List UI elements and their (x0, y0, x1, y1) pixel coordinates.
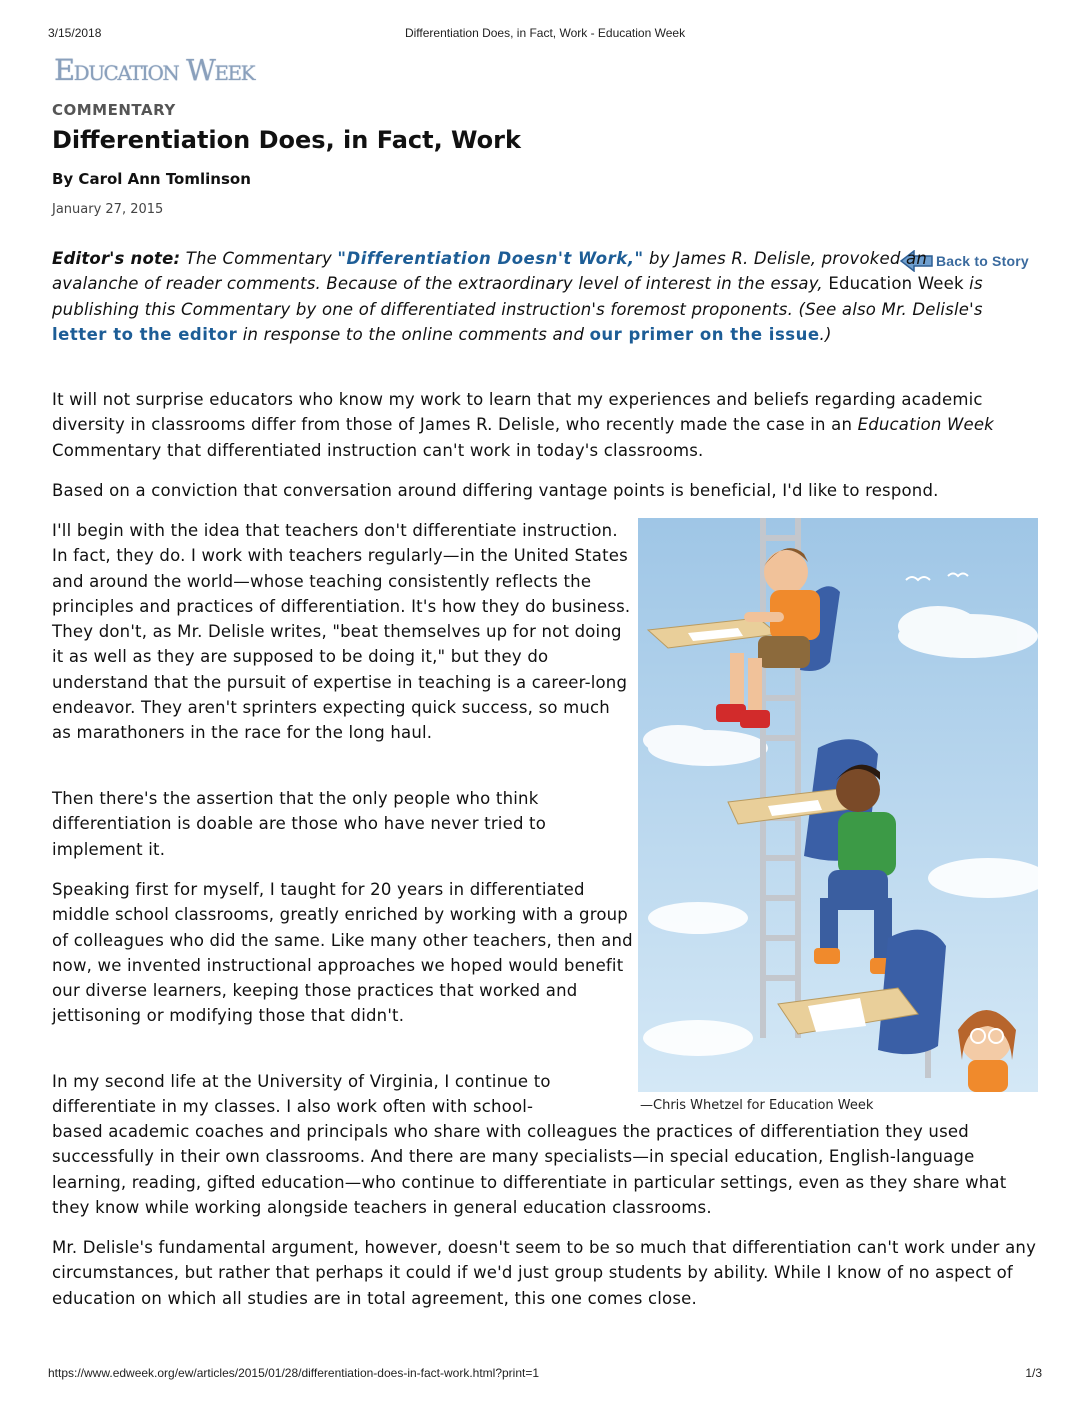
print-footer (48, 1366, 1042, 1382)
page-number: 1/3 (1025, 1366, 1042, 1380)
editors-note-text: The Commentary (180, 249, 338, 268)
byline: By Carol Ann Tomlinson (52, 170, 251, 188)
body-paragraph: based academic coaches and principals who share with colleagues the practices of differentiation they used successfully in their own classrooms. And there are many specialists—in special education, English-language learning, reading, gifted education—who continue to differentiate in particular settings, even as they share what they know while working alongside teachers in general education classrooms. (52, 1122, 1007, 1217)
body-paragraph: Based on a conviction that conversation around differing vantage points is beneficial, I'd like to respond. (52, 481, 939, 500)
section-label: COMMENTARY (52, 101, 176, 119)
link-differentiation-doesnt-work[interactable]: "Differentiation Doesn't Work," (337, 249, 644, 268)
body-text: Commentary that differentiated instruction can't work in today's classrooms. (52, 440, 704, 460)
print-page-title: Differentiation Does, in Fact, Work - Education Week (404, 26, 686, 40)
editors-note (52, 246, 1012, 347)
link-letter-to-editor[interactable]: letter to the editor (52, 324, 238, 344)
article-title: Differentiation Does, in Fact, Work (52, 126, 521, 154)
publication-name: Education Week (857, 415, 994, 435)
illustration-students-on-ladder (638, 518, 1038, 1092)
back-to-story-label: Back to Story (936, 253, 1029, 269)
body-text: It will not surprise educators who know my work to learn that my experiences and beliefs regarding academic diversity in classrooms differ from those of James R. Delisle, who recently made the case in an (52, 390, 983, 435)
body-paragraph: I'll begin with the idea that teachers don't differentiate instruction. In fact, they do. I work with teachers regularly—in the United States and around the world—whose teaching consistently reflects the principles and practices of differentiation. It's how they do business. They don't, as Mr. Delisle writes, "beat themselves up for not doing it as well as they are supposed to be doing it," but they do understand that the pursuit of expertise in teaching is a career-long endeavor. They aren't sprinters expecting quick success, so much as marathoners in the race for the long haul. (52, 521, 631, 743)
publish-date: January 27, 2015 (52, 202, 164, 217)
editors-note-text: by James R. Delisle, provoked an avalanche of reader comments. Because of the extraordinary level of interest in the essay, (52, 249, 927, 294)
body-paragraph: Then there's the assertion that the only people who think differentiation is doable are those who have never tried to implement it. (52, 789, 547, 859)
print-header (48, 26, 1042, 42)
body-paragraph: Speaking first for myself, I taught for 20 years in differentiated middle school classrooms, greatly enriched by working with a group of colleagues who did the same. Like many other teachers, then and now, we invented instructional approaches we hoped would benefit our diverse learners, keeping those practices that worked and jettisoning or modifying those that didn't. (52, 880, 633, 1026)
print-url: https://www.edweek.org/ew/articles/2015/01/28/differentiation-does-in-fact-work.html?print=1 (48, 1366, 540, 1380)
figure-caption: —Chris Whetzel for Education Week (640, 1098, 874, 1113)
print-date: 3/15/2018 (48, 26, 102, 40)
body-paragraph: In my second life at the University of Virginia, I continue to differentiate in my classes. I also work often with school- (52, 1072, 551, 1117)
editors-note-lead: Editor's note: (52, 249, 181, 268)
body-paragraph: Mr. Delisle's fundamental argument, however, doesn't seem to be so much that differentiation can't work under any circumstances, but rather that perhaps it could if we'd just group students by ability. While I know of no aspect of education on which all studies are in total agreement, this one comes close. (52, 1238, 1037, 1308)
editors-note-text: in response to the online comments and (237, 324, 590, 344)
editors-note-text: is publishing this Commentary by one of differentiated instruction's foremost proponents. (See also Mr. Delisle's (52, 274, 983, 319)
site-logo[interactable]: Education Week (54, 53, 255, 87)
article-illustration (638, 518, 1038, 1092)
body-paragraph (52, 387, 1042, 463)
editors-note-text: .) (819, 324, 832, 344)
link-primer-on-issue[interactable]: our primer on the issue (589, 324, 820, 344)
publication-name: Education Week (828, 274, 964, 294)
